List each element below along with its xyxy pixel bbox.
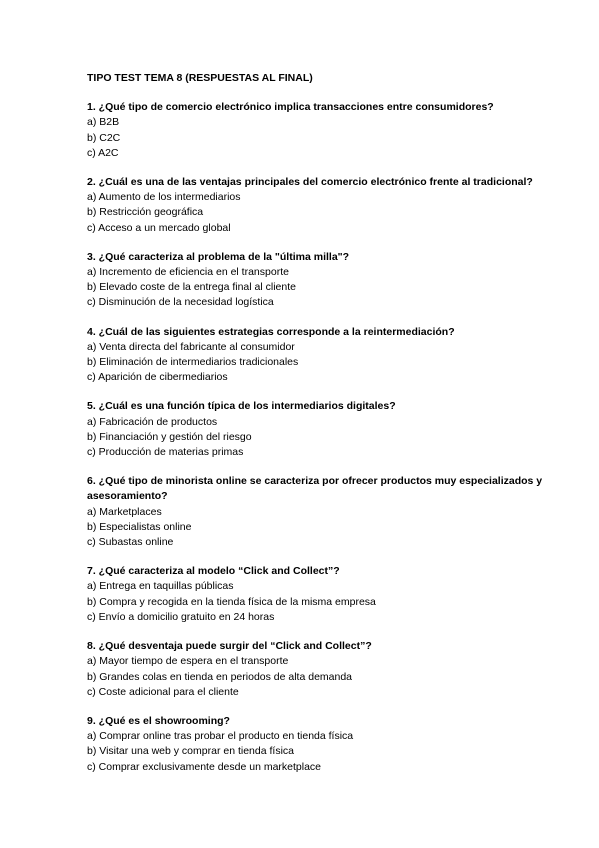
question-text: 3. ¿Qué caracteriza al problema de la "última milla"? [87, 250, 350, 263]
answer-option: a) Venta directa del fabricante al consumidor [87, 340, 295, 353]
answer-list [87, 505, 577, 551]
question-text: 9. ¿Qué es el showrooming? [87, 714, 230, 727]
answer-option: c) Aparición de cibermediarios [87, 371, 228, 384]
question-text: 4. ¿Cuál de las siguientes estrategias corresponde a la reintermediación? [87, 325, 455, 338]
question-block [87, 175, 577, 236]
answer-option: a) Marketplaces [87, 505, 162, 518]
question-block [87, 714, 577, 775]
answer-option: b) Eliminación de intermediarios tradicionales [87, 356, 299, 369]
question-block [87, 474, 577, 550]
question-block [87, 325, 577, 386]
answer-option: b) Restricción geográfica [87, 206, 204, 219]
answer-option: b) C2C [87, 131, 121, 144]
answer-option: c) Acceso a un mercado global [87, 221, 231, 234]
answer-list [87, 265, 577, 311]
document-title: TIPO TEST TEMA 8 (RESPUESTAS AL FINAL) [87, 72, 313, 84]
answer-list [87, 190, 577, 236]
answer-list [87, 415, 577, 461]
question-list [87, 100, 577, 775]
answer-list [87, 729, 577, 775]
answer-list [87, 654, 577, 700]
question-block [87, 250, 577, 311]
question-block [87, 100, 577, 161]
answer-option: a) Mayor tiempo de espera en el transporte [87, 655, 289, 668]
answer-option: c) Comprar exclusivamente desde un marketplace [87, 760, 322, 773]
answer-option: c) Disminución de la necesidad logística [87, 296, 274, 309]
question-block [87, 564, 577, 625]
answer-option: a) Fabricación de productos [87, 415, 218, 428]
answer-list [87, 340, 577, 386]
answer-option: c) Envío a domicilio gratuito en 24 horas [87, 610, 275, 623]
answer-option: a) Incremento de eficiencia en el transporte [87, 266, 289, 279]
answer-option: a) B2B [87, 116, 120, 129]
answer-option: c) Coste adicional para el cliente [87, 685, 239, 698]
answer-option: a) Comprar online tras probar el producto en tienda física [87, 730, 354, 743]
answer-option: c) Subastas online [87, 536, 174, 549]
question-block [87, 639, 577, 700]
answer-option: a) Entrega en taquillas públicas [87, 580, 234, 593]
answer-option: b) Especialistas online [87, 520, 192, 533]
answer-list [87, 579, 577, 625]
answer-list [87, 115, 577, 161]
answer-option: b) Visitar una web y comprar en tienda física [87, 745, 294, 758]
question-text: 2. ¿Cuál es una de las ventajas principales del comercio electrónico frente al tradicional? [87, 176, 533, 189]
question-text: 8. ¿Qué desventaja puede surgir del “Click and Collect”? [87, 640, 372, 653]
answer-option: b) Compra y recogida en la tienda física de la misma empresa [87, 595, 376, 608]
answer-option: b) Grandes colas en tienda en periodos de alta demanda [87, 670, 353, 683]
answer-option: b) Financiación y gestión del riesgo [87, 430, 252, 443]
question-text: 1. ¿Qué tipo de comercio electrónico implica transacciones entre consumidores? [87, 101, 494, 114]
question-text: 6. ¿Qué tipo de minorista online se caracteriza por ofrecer productos muy especializados y asesoramiento? [87, 475, 543, 503]
answer-option: a) Aumento de los intermediarios [87, 191, 241, 204]
answer-option: c) Producción de materias primas [87, 446, 244, 459]
answer-option: b) Elevado coste de la entrega final al cliente [87, 281, 296, 294]
answer-option: c) A2C [87, 146, 119, 159]
question-block [87, 399, 577, 460]
question-text: 7. ¿Qué caracteriza al modelo “Click and Collect”? [87, 565, 340, 578]
question-text: 5. ¿Cuál es una función típica de los intermediarios digitales? [87, 400, 396, 413]
document-body [87, 71, 577, 789]
